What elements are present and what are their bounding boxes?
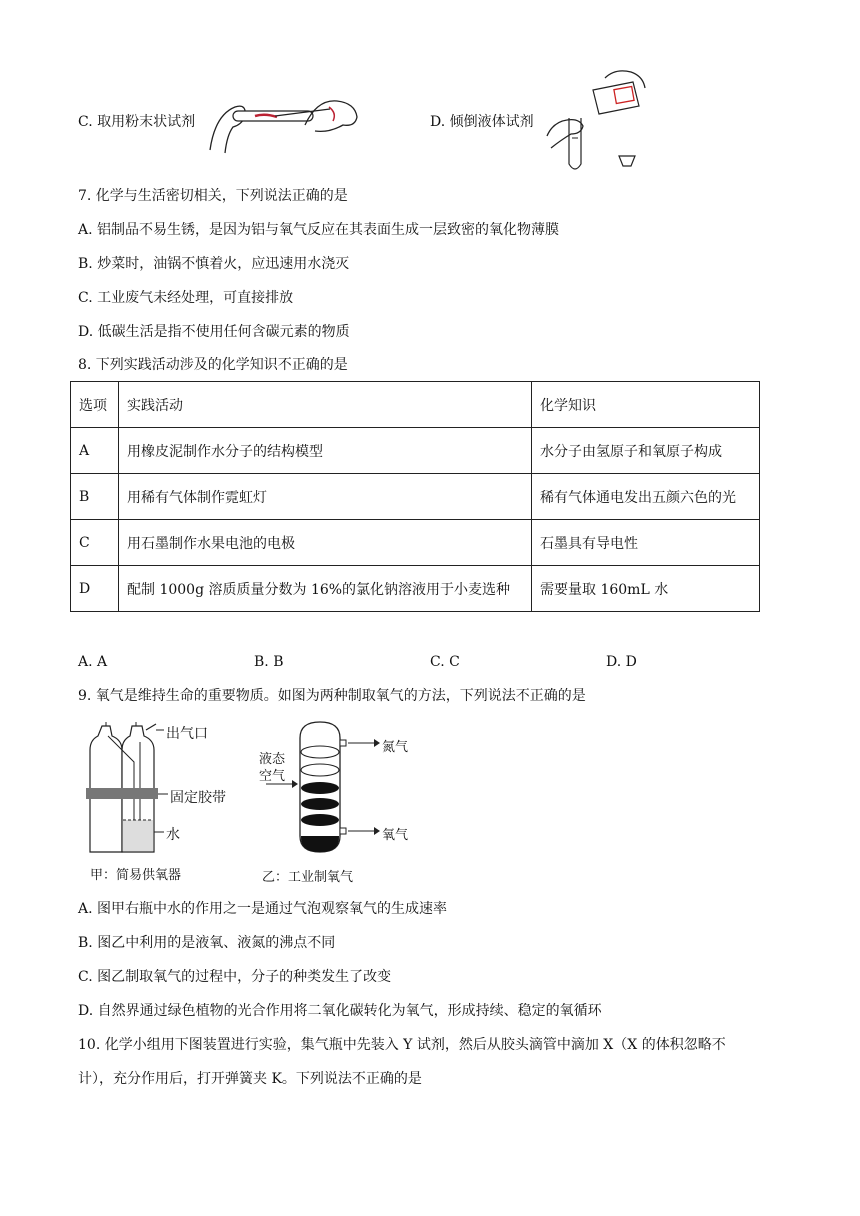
q10-stem-line-2: 计），充分作用后，打开弹簧夹 K。下列说法不正确的是 [78, 1071, 422, 1087]
liquid-pouring-illustration [545, 68, 650, 176]
label-water: 水 [166, 827, 180, 843]
q6-option-d: D. 倾倒液体试剂 [430, 114, 534, 130]
caption-yi: 乙：工业制氧气 [262, 870, 354, 885]
row-a-activity: 用橡皮泥制作水分子的结构模型 [119, 428, 532, 474]
q8-table [70, 381, 760, 612]
row-d-option: D [71, 566, 119, 612]
q9-option-c: C. 图乙制取氧气的过程中，分子的种类发生了改变 [78, 969, 392, 985]
row-c-knowledge: 石墨具有导电性 [532, 520, 760, 566]
table-header-row [71, 382, 760, 428]
caption-jia: 甲：简易供氧器 [90, 868, 182, 883]
q7-stem: 7. 化学与生活密切相关，下列说法正确的是 [78, 188, 348, 204]
q7-option-b: B. 炒菜时，油锅不慎着火，应迅速用水浇灭 [78, 256, 350, 272]
header-knowledge: 化学知识 [532, 382, 760, 428]
powder-sampling-illustration [205, 95, 360, 155]
row-b-knowledge: 稀有气体通电发出五颜六色的光 [532, 474, 760, 520]
q7-option-d: D. 低碳生活是指不使用任何含碳元素的物质 [78, 324, 350, 340]
row-d-activity: 配制 1000g 溶质质量分数为 16%的氯化钠溶液用于小麦选种 [119, 566, 532, 612]
row-c-activity: 用石墨制作水果电池的电极 [119, 520, 532, 566]
table-row [71, 428, 760, 474]
q8-answer-d: D. D [606, 654, 637, 670]
label-nitrogen: 氮气 [382, 740, 409, 755]
table-row [71, 566, 760, 612]
q9-stem: 9. 氧气是维持生命的重要物质。如图为两种制取氧气的方法，下列说法不正确的是 [78, 688, 586, 704]
header-activity: 实践活动 [119, 382, 532, 428]
row-a-knowledge: 水分子由氢原子和氧原子构成 [532, 428, 760, 474]
row-a-option: A [71, 428, 119, 474]
table-row [71, 520, 760, 566]
row-d-knowledge: 需要量取 160mL 水 [532, 566, 760, 612]
q8-stem: 8. 下列实践活动涉及的化学知识不正确的是 [78, 357, 348, 373]
q8-answer-a: A. A [78, 654, 108, 670]
header-option: 选项 [71, 382, 119, 428]
q10-stem-line-1: 10. 化学小组用下图装置进行实验，集气瓶中先装入 Y 试剂，然后从胶头滴管中滴加 X（X 的体积忽略不 [78, 1037, 726, 1053]
q9-option-b: B. 图乙中利用的是液氧、液氮的沸点不同 [78, 935, 336, 951]
q9-option-d: D. 自然界通过绿色植物的光合作用将二氧化碳转化为氧气，形成持续、稳定的氧循环 [78, 1003, 602, 1019]
q7-option-a: A. 铝制品不易生锈，是因为铝与氧气反应在其表面生成一层致密的氧化物薄膜 [78, 222, 560, 238]
q8-answer-b: B. B [254, 654, 284, 670]
q8-answer-c: C. C [430, 654, 460, 670]
q7-option-c: C. 工业废气未经处理，可直接排放 [78, 290, 294, 306]
q6-option-c: C. 取用粉末状试剂 [78, 114, 196, 130]
row-c-option: C [71, 520, 119, 566]
label-liquid-air-1: 液态 [259, 752, 286, 767]
label-liquid-air-2: 空气 [259, 769, 286, 784]
label-fixed-band: 固定胶带 [170, 790, 226, 806]
label-oxygen: 氧气 [382, 828, 409, 843]
label-outlet: 出气口 [166, 726, 208, 742]
row-b-option: B [71, 474, 119, 520]
row-b-activity: 用稀有气体制作霓虹灯 [119, 474, 532, 520]
table-row [71, 474, 760, 520]
q9-option-a: A. 图甲右瓶中水的作用之一是通过气泡观察氧气的生成速率 [78, 901, 448, 917]
